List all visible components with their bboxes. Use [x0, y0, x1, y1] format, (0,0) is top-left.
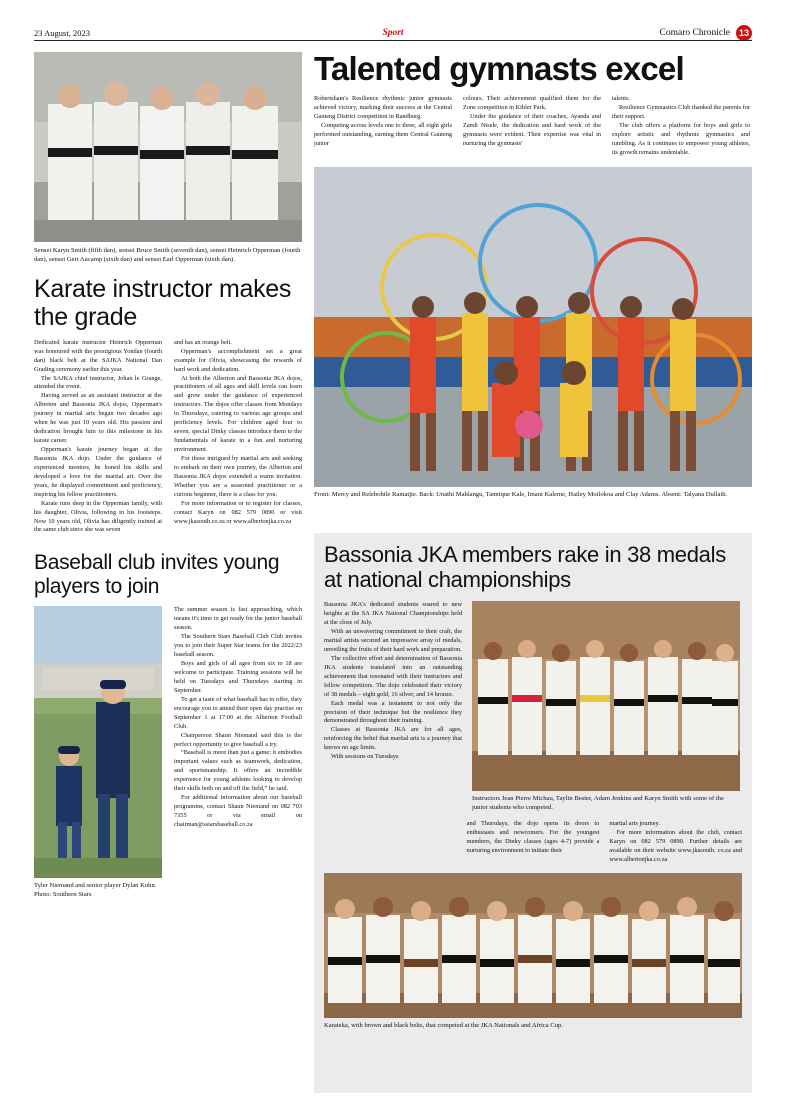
paragraph: Classes at Bassonia JKA are for all ages, reinforcing the belief that martial arts is a journey that knows no age limits.	[324, 726, 462, 752]
paragraph: “Baseball is more than just a game; it embodies important values such as teamwork, dedication, and sportsmanship. It offers an incredible experience for young athletes looking to develop their skills both on and off the field,” he said.	[174, 749, 302, 793]
karate-body-col-1	[34, 339, 162, 536]
bassonia-body-col-1	[324, 601, 462, 813]
bassonia-photo1-caption: Instructors Jean Pierre Michau, Taylin Bester, Adam Jenkins and Karyn Smith with some of the junior students who competed.	[472, 795, 724, 812]
baseball-photo-wrap	[34, 606, 162, 900]
bassonia-seniors-photo	[324, 873, 742, 1018]
left-column	[34, 52, 302, 900]
gymnasts-body	[314, 95, 752, 158]
paragraph: To get a taste of what baseball has to offer, they encourage you to attend their open day practise on September 1 at 17:00 at the Alberton Football Club.	[174, 695, 302, 730]
paragraph: With sessions on Tuesdays	[331, 753, 399, 761]
bassonia-photo1-wrap	[472, 601, 740, 813]
bassonia-bottom-row	[324, 820, 742, 865]
issue-date: 23 August, 2023	[34, 28, 90, 38]
paragraph: The collective effort and determination of Bassonia JKA students translated into an outstanding achievement that resonated with their instructors and fellow competitors. The dojo celebrated their victory of 38 medals – eight gold, 16 silver, and 14 bronze.	[324, 654, 462, 698]
baseball-photo	[34, 606, 162, 878]
gymnasts-photo-caption: Front: Mercy and Relebohile Ramatjie. Back: Unathi Mahlangu, Tannique Kale, Imani Kaleme, Hailey Motlokoa and Clay Adams. Absent: Talyana Dullath.	[314, 490, 728, 498]
bassonia-photo1-illustration	[472, 601, 740, 791]
paragraph: Competing across levels one to three, all eight girls performed outstanding, earning them Central Gauteng junior	[314, 121, 452, 147]
gymnasts-body-col-3	[612, 95, 750, 158]
bassonia-article-panel	[314, 533, 752, 1093]
paragraph: The summer season is fast approaching, which means it's time to get ready for the junior baseball season.	[174, 606, 302, 632]
paragraph: martial arts journey.	[609, 820, 660, 828]
baseball-photo-caption: Tyler Niemand and senior player Dylan Kuhn. Photo: Southern Stars	[34, 882, 157, 899]
baseball-photo-illustration	[34, 606, 162, 878]
bassonia-photo2-caption: Karateka, with brown and black belts, that competed at the JKA Nationals and Africa Cup.	[324, 1021, 563, 1029]
paragraph: For additional information about our baseball programme, contact Shaun Niemand on 082 703 7355 or via email on chairman@ssiarsbaseball.co.za	[174, 794, 302, 828]
paragraph: Chairperson Shaun Niemand said this is the perfect opportunity to give baseball a try.	[174, 731, 302, 748]
paragraph: Robertsham's Resilience rhythmic junior gymnasts achieved victory, marking their success at the Central Gauteng District competition in Randburg.	[314, 95, 452, 120]
baseball-section	[34, 606, 302, 900]
paragraph: For those intrigued by martial arts and seeking to embark on their own journey, the Alberton and Bassonia JKA dojos extended a warm invitation. Whether you are a seasoned practitioner or a curious beginner, there is a class for you.	[174, 454, 302, 498]
baseball-body-col-1	[174, 606, 302, 900]
paragraph: and Thursdays, the dojo opens its doors to enthusiasts and newcomers. For the youngest members, the Dinky classes (ages 4-7) provide a nurturing environment to initiate their	[466, 820, 600, 854]
paragraph: Boys and girls of all ages from six to 18 are welcome to participate. Training sessions will be held on Tuesdays and Thursdays starting in September.	[174, 660, 302, 694]
paragraph: At both the Alberton and Bassonia JKA dojos, practitioners of all ages and skill levels can learn and grow under the guidance of experienced instructors. The dojos offer classes from Mondays to Thursdays, catering to various age groups and proficiency levels. For children aged four to seven, special Dinky classes introduce them to the fundamentals of karate in a fun and nurturing environment.	[174, 374, 302, 454]
publication-title: Comaro Chronicle	[659, 28, 730, 38]
karate-photo-caption: Sensei Karyn Smith (fifth dan), sensei Bruce Smith (seventh dan), sensei Heinrich Opperman (fourth dan), sensei Gert Aucamp (sixth dan) and sensei Earl Opperman (sixth dan).	[34, 247, 301, 263]
paragraph: Under the guidance of their coaches, Ayanda and Zandi Ntsele, the dedication and hard work of the gymnasts were evident. Their expertise was vital in nurturing the gymnasts'	[463, 112, 601, 147]
bassonia-photo2-illustration	[324, 873, 742, 1018]
karate-photo-illustration	[34, 52, 302, 242]
paragraph: With an unwavering commitment to their craft, the martial artists secured an impressive array of medals, unveiling the fruits of their hard work and preparation.	[324, 628, 462, 653]
paragraph: colours. Their achievement qualified them for the Zone competition in Kibler Park.	[463, 95, 601, 111]
paragraph: Opperman's karate journey began at the Bassonia JKA dojo. Under the guidance of experienced mentors, he honed his skills and developed a love for the martial art. Over the years, he displayed commitment and proficiency, inspiring his fellow practitioners.	[34, 446, 162, 498]
paragraph: Having served as an assistant instructor at the Alberton and Bassonia JKA dojos, Opperman's journey in martial arts began two decades ago when he was just 10 years old. His passion and dedication brought him to this milestone in his karate career.	[34, 392, 162, 445]
paragraph: Resilience Gymnastics Club thanked the parents for their support.	[612, 103, 750, 120]
paragraph: Karate runs deep in the Opperman family, with his daughter, Olivia, following in his footsteps. Now 10 years old, Olivia has diligently trained at the same club since she was seven	[34, 499, 162, 534]
right-column	[314, 52, 752, 499]
baseball-headline: Baseball club invites young players to join	[34, 551, 280, 598]
masthead-divider	[34, 40, 752, 41]
bassonia-body-col-2	[467, 820, 600, 865]
bassonia-headline: Bassonia JKA members rake in 38 medals at national championships	[324, 542, 726, 592]
paragraph: For more information about the club, contact Karyn on 082 579 0890. Further details are available on their website www.jkasouth. co.za and www.albertonjka.co.za	[609, 828, 743, 863]
paragraph: Dedicated karate instructor Heinrich Opperman was honoured with the prestigious Yondan (fourth dan) black belt at the SAJKA National Dan Grading ceremony earlier this year.	[34, 338, 162, 373]
gymnasts-headline: Talented gymnasts excel	[314, 50, 684, 87]
gymnasts-photo	[314, 167, 752, 487]
paragraph: The club offers a platform for boys and girls to explore artistic and rhythmic gymnastics and tumbling. As it continues to empower young athletes, its growth remains undeniable.	[612, 121, 750, 156]
paragraph: The SAJKA chief instructor, Johan le Grange, attended the event.	[34, 374, 162, 391]
section-label: Sport	[382, 28, 404, 38]
gymnasts-body-col-2	[463, 95, 601, 158]
karate-body-col-2	[174, 339, 302, 536]
paragraph: and has an orange belt.	[174, 338, 232, 346]
gymnasts-body-col-1	[314, 95, 452, 158]
paragraph: Opperman's accomplishment set a great example for Olivia, showcasing the rewards of hard work and dedication.	[174, 347, 302, 373]
masthead-right	[660, 25, 752, 41]
karate-group-photo	[34, 52, 302, 242]
paragraph: For more information or to register for classes, contact Karyn on 082 579 0890 or visit www.jkasouth.co.za or www.albertonjka.co.za	[174, 499, 302, 525]
bassonia-top-row	[324, 601, 742, 813]
paragraph: The Southern Stars Baseball Club Club invites you to join their Super Star teams for the 2022/23 baseball season.	[174, 633, 302, 659]
bassonia-body-col-3	[609, 820, 742, 865]
karate-headline: Karate instructor makes the grade	[34, 274, 292, 331]
paragraph: Each medal was a testament to not only the precision of their technique but the resilience they demonstrated throughout their training.	[324, 699, 462, 725]
karate-body	[34, 339, 302, 536]
page-number-badge: 13	[736, 25, 752, 41]
paragraph: talents.	[612, 95, 631, 102]
gymnasts-photo-illustration	[314, 167, 752, 487]
paragraph: Bassonia JKA's dedicated students soared to new heights at the SA JKA National Championships held at the close of July.	[324, 601, 462, 627]
bassonia-junior-students-photo	[472, 601, 740, 791]
